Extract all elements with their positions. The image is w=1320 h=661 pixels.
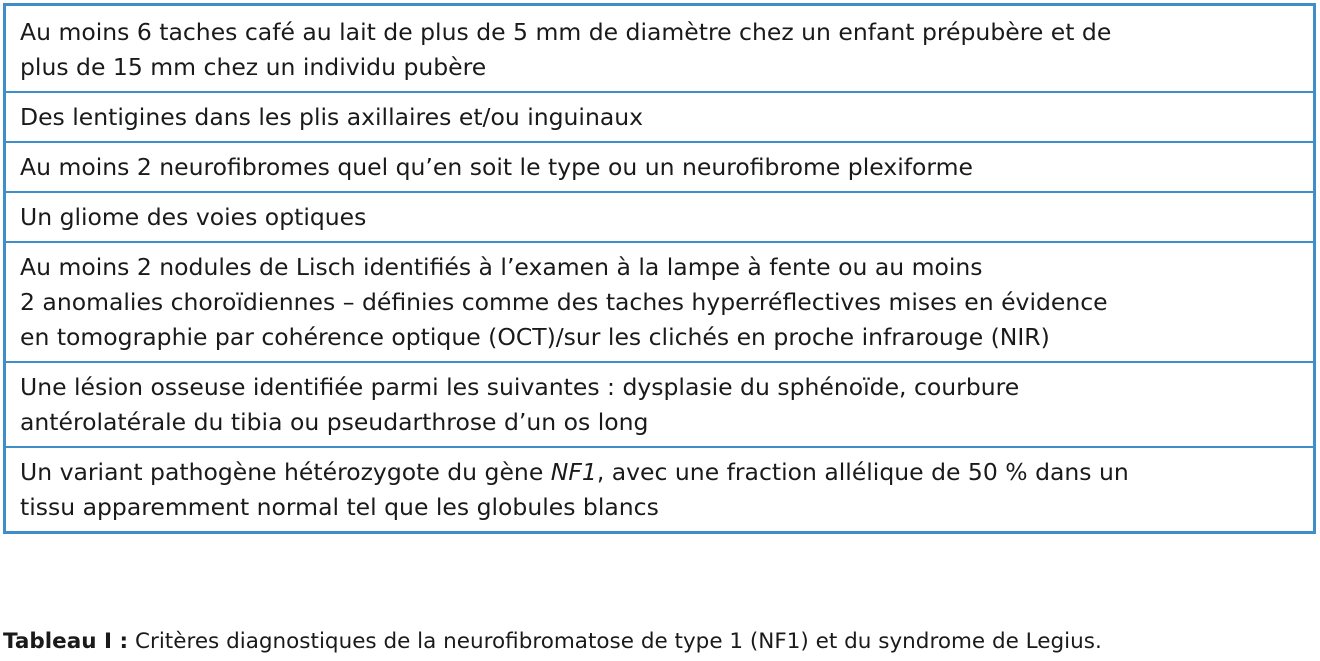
table-row [6, 361, 1313, 446]
row-text-line: Une lésion osseuse identifiée parmi les suivantes : dysplasie du sphénoïde, courbure [20, 373, 1020, 401]
row-text-line: Des lentigines dans les plis axillaires et/ou inguinaux [20, 103, 644, 131]
table-row [6, 241, 1313, 361]
row-text-line [20, 455, 1299, 490]
criteria-table [3, 3, 1316, 534]
table-row [6, 191, 1313, 241]
row-text-line: Au moins 2 neurofibromes quel qu’en soit le type ou un neurofibrome plexiforme [20, 153, 973, 181]
row-text-line: Au moins 2 nodules de Lisch identifiés à l’examen à la lampe à fente ou au moins [20, 253, 983, 281]
table-row [6, 6, 1313, 91]
row-text-line: tissu apparemment normal tel que les globules blancs [20, 493, 659, 521]
gene-name: NF1 [550, 458, 597, 486]
row-text-line: Au moins 6 taches café au lait de plus de 5 mm de diamètre chez un enfant prépubère et de [20, 18, 1112, 46]
row-text-segment: , avec une fraction allélique de 50 % dans un [596, 458, 1129, 486]
row-text-line: antérolatérale du tibia ou pseudarthrose d’un os long [20, 408, 649, 436]
caption-text: Critères diagnostiques de la neurofibromatose de type 1 (NF1) et du syndrome de Legius. [128, 629, 1102, 654]
table-row [6, 91, 1313, 141]
row-text-line: Un gliome des voies optiques [20, 203, 367, 231]
table-caption [3, 628, 1102, 656]
row-text-segment: Un variant pathogène hétérozygote du gène [20, 458, 551, 486]
table-row [6, 446, 1313, 531]
row-text-line: en tomographie par cohérence optique (OCT)/sur les clichés en proche infrarouge (NIR) [20, 323, 1050, 351]
row-text-line: 2 anomalies choroïdiennes – définies comme des taches hyperréflectives mises en évidence [20, 288, 1108, 316]
table-row [6, 141, 1313, 191]
caption-label: Tableau I : [3, 629, 129, 654]
row-text-line: plus de 15 mm chez un individu pubère [20, 53, 487, 81]
